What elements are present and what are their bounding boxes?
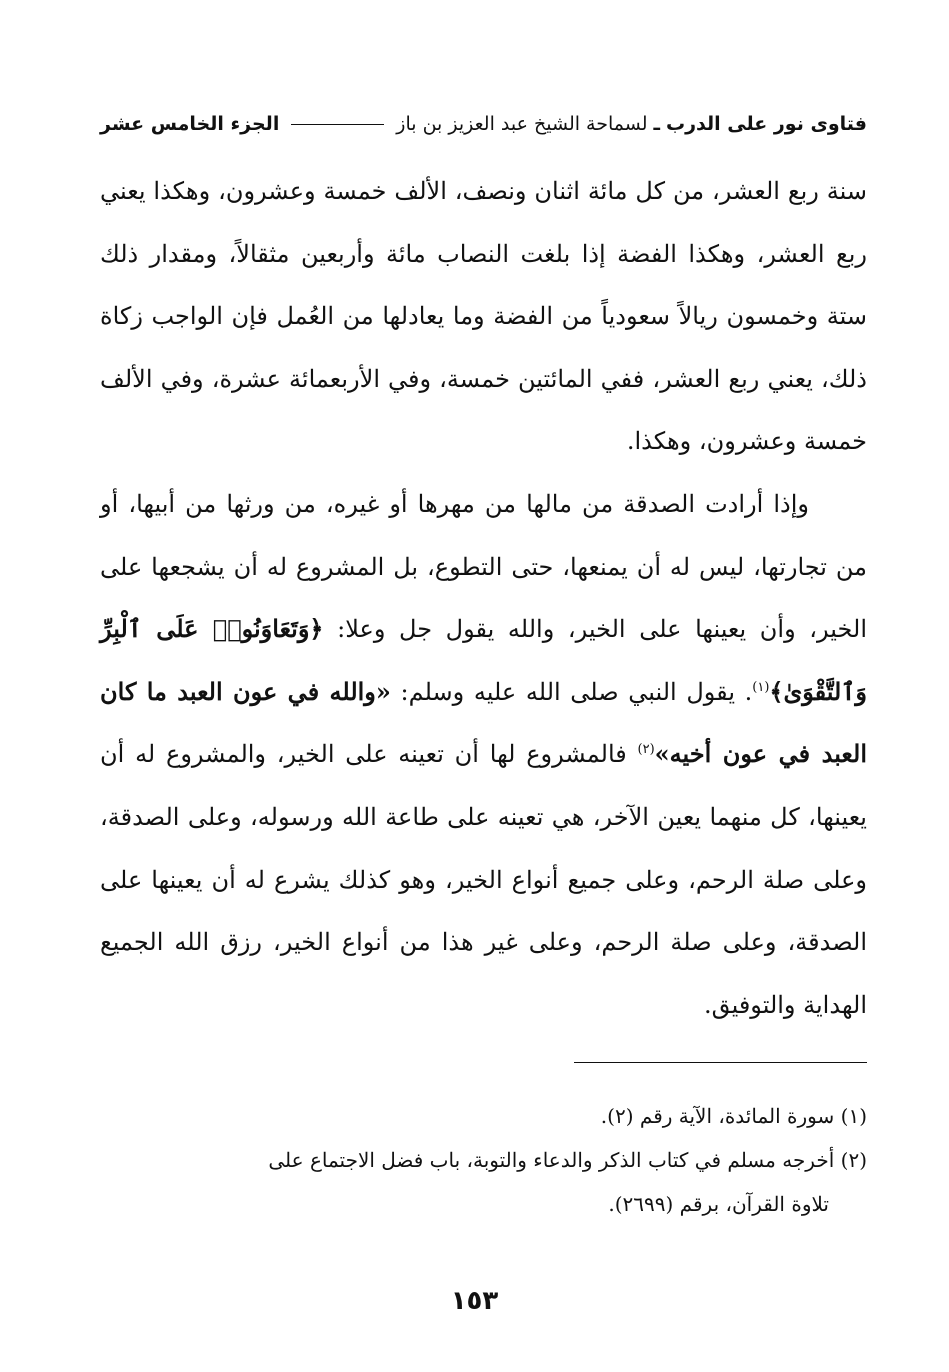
footnote-1: (١) سورة المائدة، الآية رقم (٢). <box>600 1104 867 1128</box>
footnote-2 <box>100 1138 867 1226</box>
main-text <box>100 160 867 1036</box>
volume-label: الجزء الخامس عشر <box>100 113 280 135</box>
footnote-ref-2[interactable]: (٢) <box>637 742 655 758</box>
book-title: فتاوى نور على الدرب <box>666 113 867 135</box>
footnote-2-line-1: (٢) أخرجه مسلم في كتاب الذكر والدعاء والتوبة، باب فضل الاجتماع على <box>268 1148 867 1172</box>
footnote-2-line-2: تلاوة القرآن، برقم (٢٦٩٩). <box>608 1192 829 1216</box>
paragraph-2-intro: وإذا أرادت الصدقة من مالها من مهرها أو غيره، من ورثها من أبيها، أو من تجارتها، ليس له أن يمنعها، حتى التطوع، بل المشروع له أن يشجعها على الخير، وأن يعينها على الخير، والله يقول جل وعلا: <box>100 489 867 644</box>
running-header <box>100 104 867 144</box>
footnote-ref-1[interactable]: (١) <box>752 679 770 695</box>
header-dash: ـ <box>653 113 660 135</box>
paragraph-2-end: فالمشروع لها أن تعينه على الخير، والمشروع له أن يعينها، كل منهما يعين الآخر، هي تعينه على طاعة الله ورسوله، وعلى الصدقة، وعلى صلة الرحم، وعلى جميع أنواع الخير، وهو كذلك يشرع له أن يعينها على الصدقة، وعلى صلة الرحم، وعلى غير هذا من أنواع الخير، رزق الله الجميع الهداية والتوفيق. <box>100 740 867 1019</box>
page-number: ١٥٣ <box>450 1286 499 1316</box>
paragraph-2 <box>100 473 867 1036</box>
author-name: لسماحة الشيخ عبد العزيز بن باز <box>396 113 648 135</box>
paragraph-1: سنة ربع العشر، من كل مائة اثنان ونصف، الألف خمسة وعشرون، وهكذا يعني ربع العشر، وهكذا الفضة إذا بلغت النصاب مائة وأربعين مثقالاً، ومقدار ذلك ستة وخمسون ريالاً سعودياً من الفضة وما يعادلها من العُمل فإن الواجب زكاة ذلك، يعني ربع العشر، ففي المائتين خمسة، وفي الأربعمائة عشرة، وفي الألف خمسة وعشرون، وهكذا. <box>100 177 867 456</box>
footnotes <box>100 1094 867 1226</box>
header-rule <box>291 124 384 125</box>
quran-verse: ﴿وَتَعَاوَنُوا۟ عَلَى ٱلْبِرِّ وَٱلتَّقْوَىٰ﴾ <box>100 614 867 706</box>
paragraph-2-mid: . يقول النبي صلى الله عليه وسلم: <box>400 677 753 706</box>
footnote-separator <box>574 1062 867 1063</box>
hadith-quote: «والله في عون العبد ما كان العبد في عون أخيه» <box>100 676 867 769</box>
